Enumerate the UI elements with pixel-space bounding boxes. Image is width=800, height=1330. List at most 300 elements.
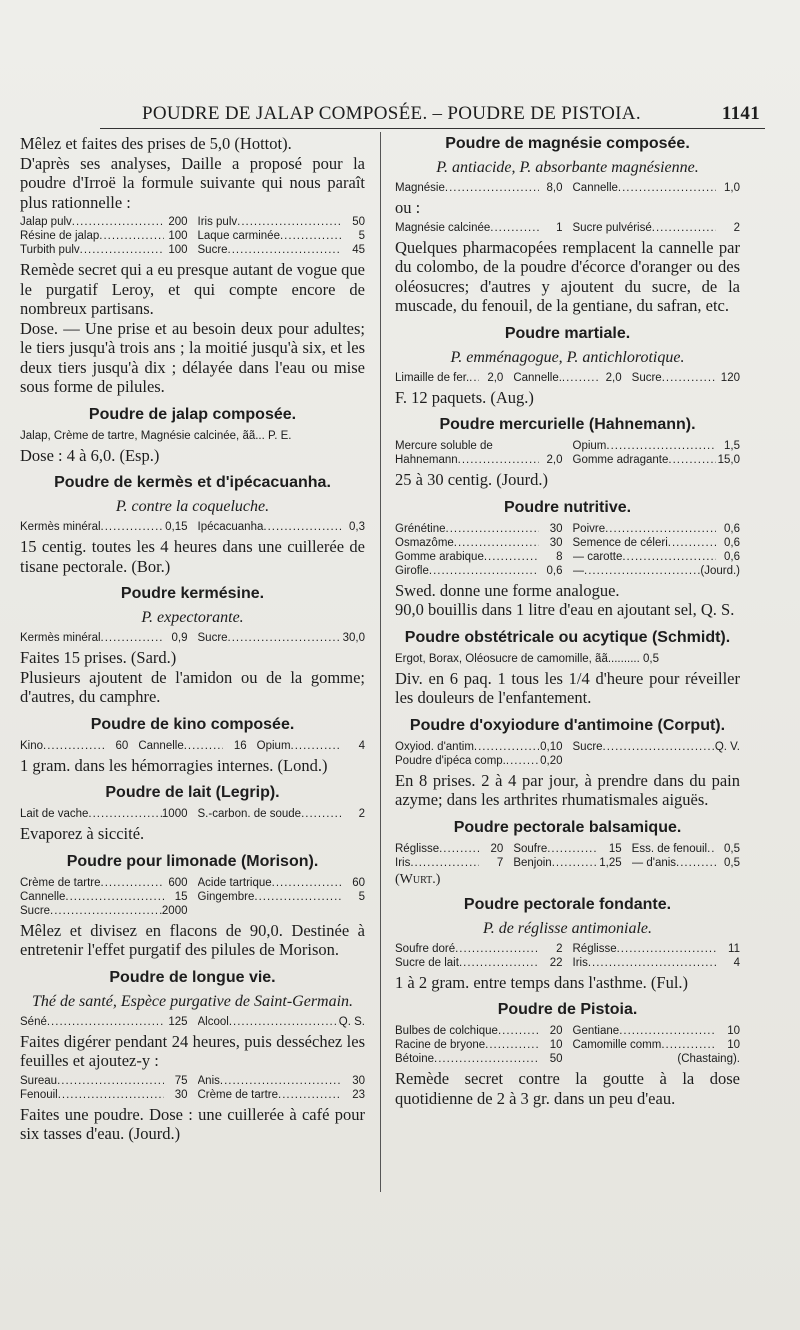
ingredient-quantity: 7 [496, 856, 504, 869]
paragraph: En 8 prises. 2 à 4 par jour, à prendre dans du pain azyme; dans les arthrites rhumatismales aiguës. [395, 770, 740, 809]
formula-row [20, 1074, 365, 1088]
ingredient-quantity: 4 [733, 956, 740, 969]
ingredient-quantity: 15 [608, 842, 622, 855]
formula-table [20, 215, 365, 257]
ingredient-quantity: 2,0 [605, 371, 622, 384]
ingredient-name: Résine de jalap [20, 230, 100, 242]
ingredient-cell [573, 439, 741, 453]
ingredient-quantity: 10 [727, 1025, 740, 1037]
section-title: Poudre nutritive. [503, 498, 632, 516]
ingredient-cell [513, 856, 621, 870]
ingredient-name: Jalap pulv [20, 216, 72, 228]
ingredient-name: Anis [197, 1074, 220, 1087]
paragraph: Swed. donne une forme analogue. [395, 580, 620, 600]
ingredient-name: Cannelle. [513, 371, 562, 384]
ingredient-cell [20, 1088, 188, 1102]
dot-leader [668, 453, 716, 467]
dot-leader [547, 842, 597, 856]
ingredient-cell [395, 942, 563, 956]
dot-leader [57, 1074, 163, 1088]
dose-line: Dose : 4 à 6,0. (Esp.) [20, 445, 160, 465]
column-divider [380, 132, 381, 1192]
dot-leader [506, 754, 539, 768]
ingredient-name: Soufre [513, 842, 548, 855]
ingredient-quantity: 2000 [161, 904, 188, 917]
ingredient-name: Sucre [572, 740, 603, 753]
dot-leader [237, 215, 341, 229]
ingredient-cell [573, 522, 741, 536]
formula-row [20, 243, 365, 257]
ingredient-cell [632, 371, 740, 385]
credit-line: (Wurt.) [395, 871, 441, 887]
ingredient-cell [632, 842, 740, 856]
ingredient-quantity: 1,25 [599, 856, 622, 869]
ingredient-name: Hahnemann [395, 454, 458, 466]
ingredient-quantity: 30 [549, 522, 563, 535]
section-title: Poudre de kino composée. [90, 715, 295, 733]
section-title: Poudre pectorale fondante. [463, 895, 672, 913]
ingredient-name: Racine de bryone [395, 1039, 486, 1051]
formula-row [20, 631, 365, 645]
ingredient-quantity: 10 [727, 1039, 740, 1051]
ingredient-name: Sucre [20, 904, 51, 917]
dot-leader [619, 1024, 716, 1038]
dot-leader [88, 807, 161, 821]
section-title: Poudre de kermès et d'ipécacuanha. [54, 474, 331, 491]
dot-leader [490, 221, 538, 235]
section-title: Poudre martiale. [504, 324, 631, 342]
formula-table [20, 876, 365, 918]
section-subtitle: P. expectorante. [141, 609, 244, 626]
dot-leader [662, 371, 716, 385]
dot-leader [99, 229, 163, 243]
ingredient-cell [198, 520, 366, 534]
dot-leader [43, 739, 104, 753]
ingredient-quantity: Q. V. [714, 740, 740, 753]
dot-leader [101, 876, 164, 890]
ingredient-quantity: 2 [733, 221, 740, 234]
ingredient-quantity: 5 [358, 230, 365, 242]
dot-leader [439, 842, 479, 856]
ingredient-quantity [716, 754, 740, 768]
paragraph: Faites une poudre. Dose : une cuillerée à café pour six tasses d'eau. (Jourd.) [20, 1104, 365, 1143]
section-title: Poudre pectorale balsamique. [453, 818, 682, 836]
ingredient-cell [198, 229, 366, 243]
paragraph: 15 centig. toutes les 4 heures dans une cuillerée de tisane pectorale. (Bor.) [20, 537, 365, 576]
dot-leader [58, 1088, 164, 1102]
ingredient-quantity: 100 [168, 244, 188, 256]
dot-leader [291, 739, 341, 753]
ingredient-name: Magnésie [395, 182, 445, 194]
header-title: POUDRE DE JALAP COMPOSÉE. – POUDRE DE PISTOIA. [142, 103, 641, 124]
dot-leader [676, 856, 716, 870]
ingredient-quantity: 60 [115, 739, 129, 752]
paragraph: Mêlez et divisez en flacons de 90,0. Destinée à entretenir l'effet purgatif des pilules de Morison. [20, 920, 365, 959]
section-subtitle: Thé de santé, Espèce purgative de Saint-Germain. [31, 992, 354, 1010]
ingredient-cell [632, 856, 740, 870]
dot-leader [459, 956, 539, 970]
ingredient-name: Alcool [197, 1015, 229, 1028]
formula-row [20, 1015, 365, 1029]
dot-leader [668, 536, 716, 550]
ingredient-name: Opium [256, 739, 291, 752]
formula-row [20, 904, 365, 918]
ingredient-name: Osmazôme [395, 536, 454, 549]
ingredient-name: Poudre d'ipéca comp. [395, 754, 506, 767]
ingredient-quantity: 200 [168, 216, 188, 228]
formula-line: Ergot, Borax, Oléosucre de camomille, ãã.......... 0,5 [395, 652, 659, 665]
section-title: Poudre kermésine. [120, 585, 265, 602]
ingredient-name: Girofle [395, 564, 429, 577]
ingredient-cell [573, 221, 741, 235]
ingredient-quantity: 4 [358, 739, 365, 752]
ingredient-cell [198, 243, 366, 257]
ingredient-quantity: 60 [352, 876, 365, 889]
ingredient-cell [20, 520, 188, 534]
formula-table [395, 740, 740, 768]
ingredient-cell [395, 181, 563, 195]
ingredient-quantity: 30,0 [342, 632, 365, 644]
ingredient-quantity: 16 [233, 739, 247, 752]
ingredient-name: Turbith pulv [20, 244, 80, 256]
formula-row [395, 842, 740, 856]
dot-leader [228, 243, 341, 257]
dot-leader [280, 229, 341, 243]
ingredient-quantity: 10 [549, 1039, 563, 1051]
ingredient-quantity: 1,0 [724, 182, 740, 194]
paragraph: Quelques pharmacopées remplacent la cannelle par du colombo, de la poudre d'écorce d'oranger ou des oléosucres; d'autres y ajoutent du sucre, de la muscade, du fenouil, de la gentiane, du safran, etc. [395, 237, 740, 315]
ingredient-cell [198, 1074, 366, 1088]
formula-table [20, 1074, 365, 1102]
ingredient-cell [395, 956, 563, 970]
dot-leader [458, 453, 539, 467]
header-rule [100, 128, 765, 129]
ingredient-name: Semence de céleri [572, 536, 668, 549]
ingredient-quantity: 0,5 [723, 842, 740, 855]
ingredient-cell [573, 1024, 741, 1038]
ingredient-quantity: 0,3 [349, 521, 365, 533]
ingredient-name: Fenouil [20, 1088, 58, 1101]
ingredient-cell [20, 807, 188, 821]
formula-row [395, 181, 740, 195]
intro-text: D'après ses analyses, Daille a proposé pour la poudre d'Irroë la formule suivante qui nous paraît plus rationnelle : [20, 153, 365, 212]
ingredient-cell [513, 842, 621, 856]
formula-row [395, 221, 740, 235]
ingredient-name: Iris [572, 956, 588, 969]
ingredient-quantity: 100 [168, 230, 188, 242]
formula-row [395, 956, 740, 970]
dot-leader [80, 243, 164, 257]
ingredient-cell [573, 1038, 741, 1052]
dot-leader [50, 904, 162, 918]
ingredient-cell [395, 371, 503, 385]
ingredient-name: S.-carbon. de soude [197, 808, 302, 820]
formula-row [20, 520, 365, 534]
ingredient-quantity: 8,0 [546, 182, 563, 194]
ingredient-name: Iris pulv [197, 216, 238, 228]
ingredient-quantity: 15 [174, 890, 188, 903]
ingredient-quantity: (Jourd.) [700, 564, 740, 577]
ingredient-name: Sucre [631, 371, 662, 384]
section-title: Poudre pour limonade (Morison). [66, 852, 319, 870]
ingredient-cell [395, 842, 503, 856]
dot-leader [474, 740, 539, 754]
dot-leader [65, 890, 163, 904]
ingredient-cell [573, 536, 741, 550]
ingredient-name: Ess. de fenouil [631, 842, 708, 855]
dot-leader [47, 1015, 164, 1029]
ingredient-cell [198, 1088, 366, 1102]
ingredient-name: Soufre doré [395, 942, 456, 955]
dot-leader [455, 942, 538, 956]
dot-leader [254, 890, 341, 904]
ingredient-quantity: 2 [358, 808, 365, 820]
right-column [395, 134, 740, 1108]
ingredient-name: Bulbes de colchique [395, 1025, 498, 1037]
paragraph: ou : [395, 198, 421, 217]
dot-leader [229, 1015, 339, 1029]
ingredient-name: Kino [20, 739, 44, 752]
ingredient-cell [573, 754, 741, 768]
formula-table [20, 520, 365, 534]
ingredient-quantity: 1 [556, 221, 563, 234]
dot-leader [469, 371, 479, 385]
ingredient-quantity: (Chastaing). [677, 1053, 740, 1065]
dot-leader [410, 856, 479, 870]
ingredient-quantity: 30 [352, 1074, 365, 1087]
ingredient-quantity: 0,10 [540, 740, 563, 753]
formula-row [395, 754, 740, 768]
ingredient-cell [20, 1015, 188, 1029]
ingredient-cell [573, 564, 741, 578]
ingredient-name: — d'anis [631, 856, 677, 869]
dot-leader [605, 522, 716, 536]
ingredient-name: Camomille comm [572, 1039, 662, 1051]
ingredient-quantity: 75 [174, 1074, 188, 1087]
formula-row [395, 740, 740, 754]
section-subtitle: P. antiacide, P. absorbante magnésienne. [436, 159, 699, 176]
ingredient-name: Opium [572, 440, 607, 452]
dot-leader [446, 522, 539, 536]
dot-leader [603, 740, 715, 754]
ingredient-cell [20, 739, 128, 753]
ingredient-cell [198, 215, 366, 229]
formula-row [395, 522, 740, 536]
ingredient-quantity: 125 [168, 1015, 188, 1028]
ingredient-cell [20, 215, 188, 229]
ingredient-quantity: 8 [556, 550, 563, 563]
dot-leader [228, 631, 341, 645]
ingredient-quantity: 45 [352, 244, 365, 256]
ingredient-cell [395, 856, 503, 870]
left-column [20, 134, 365, 1144]
paragraph: Evaporez à siccité. [20, 824, 145, 843]
formula-row [395, 1024, 740, 1038]
dot-leader [661, 1038, 716, 1052]
formula-row [395, 564, 740, 578]
ingredient-name: Kermès minéral [20, 632, 101, 644]
paragraph: 25 à 30 centig. (Jourd.) [395, 470, 549, 489]
formula-row [395, 453, 740, 467]
section-title: Poudre obstétricale ou acytique (Schmidt). [404, 628, 731, 646]
ingredient-name: Crème de tartre [197, 1088, 279, 1101]
ingredient-name: Sucre [197, 244, 228, 256]
formula-row [395, 371, 740, 385]
ingredient-name: Iris [395, 856, 411, 869]
ingredient-quantity [341, 904, 365, 918]
section-title: Poudre de longue vie. [109, 968, 276, 986]
dot-leader [101, 520, 164, 534]
paragraph: Faites 15 prises. (Sard.) [20, 648, 177, 667]
ingredient-name: Bétoine [395, 1053, 435, 1065]
formula-table [395, 522, 740, 578]
dot-leader [272, 876, 341, 890]
ingredient-cell [20, 1074, 188, 1088]
ingredient-quantity: 0,6 [724, 536, 740, 549]
ingredient-name: — carotte [572, 550, 623, 563]
dot-leader [562, 371, 598, 385]
formula-row [395, 1052, 740, 1066]
ingredient-cell [257, 739, 365, 753]
ingredient-cell [198, 904, 366, 918]
ingredient-cell [395, 221, 563, 235]
page-number: 1141 [721, 103, 760, 124]
ingredient-cell [573, 550, 741, 564]
ingredient-cell [198, 807, 366, 821]
paragraph: F. 12 paquets. (Aug.) [395, 387, 534, 407]
ingredient-quantity: 20 [490, 842, 504, 855]
dot-leader [622, 550, 716, 564]
ingredient-name: Benjoin [513, 856, 552, 869]
ingredient-cell [513, 371, 621, 385]
dot-leader [301, 807, 341, 821]
ingredient-cell [573, 942, 741, 956]
section-title: Poudre d'oxyiodure d'antimoine (Corput). [409, 716, 726, 734]
ingredient-name: Gentiane [572, 1025, 620, 1037]
ingredient-cell [395, 1038, 563, 1052]
ingredient-cell [395, 740, 563, 754]
ingredient-name: Ipécacuanha [197, 521, 264, 533]
dot-leader [584, 564, 700, 578]
ingredient-quantity: 0,15 [165, 521, 188, 533]
dot-leader [498, 1024, 539, 1038]
formula-table [20, 631, 365, 645]
formula-row [395, 942, 740, 956]
ingredient-cell [20, 631, 188, 645]
ingredient-cell [395, 453, 563, 467]
dot-leader [606, 439, 716, 453]
formula-table [395, 842, 740, 870]
section-subtitle: P. emménagogue, P. antichlorotique. [450, 348, 685, 366]
formula-row [20, 215, 365, 229]
ingredient-name: Sucre [197, 632, 228, 644]
ingredient-quantity: 50 [549, 1053, 563, 1065]
paragraph: 90,0 bouillis dans 1 litre d'eau en ajoutant sel, Q. S. [395, 600, 735, 619]
ingredient-cell [198, 890, 366, 904]
section-title: Poudre mercurielle (Hahnemann). [439, 416, 696, 433]
ingredient-quantity: 2,0 [546, 454, 563, 466]
ingredient-name: Cannelle [572, 182, 618, 194]
dot-leader [707, 842, 716, 856]
ingredient-cell [20, 229, 188, 243]
ingredient-quantity: 20 [549, 1025, 563, 1037]
formula-row [20, 229, 365, 243]
ingredient-name: Séné [20, 1015, 47, 1028]
formula-line: Jalap, Crème de tartre, Magnésie calcinée, ãã... P. E. [20, 429, 292, 442]
ingredient-cell [573, 1052, 741, 1066]
paragraph: 1 à 2 gram. entre temps dans l'asthme. (Ful.) [395, 972, 689, 992]
section-title: Poudre de Pistoia. [497, 1001, 638, 1018]
ingredient-quantity: 5 [358, 890, 365, 903]
formula-table [395, 439, 740, 467]
ingredient-quantity: 0,5 [723, 856, 740, 869]
ingredient-name: Acide tartrique [197, 876, 272, 889]
ingredient-quantity: 1000 [161, 808, 188, 820]
dot-leader [617, 942, 716, 956]
ingredient-name: Lait de vache [20, 808, 89, 820]
section-title: Poudre de magnésie composée. [445, 135, 690, 152]
paragraph: 1 gram. dans les hémorragies internes. (Lond.) [20, 755, 328, 775]
ingredient-cell [138, 739, 246, 753]
formula-table [20, 739, 365, 753]
ingredient-cell [395, 550, 563, 564]
ingredient-cell [20, 876, 188, 890]
ingredient-quantity: 0,9 [171, 632, 188, 644]
ingredient-name: Cannelle [20, 890, 66, 903]
ingredient-quantity: 30 [174, 1088, 188, 1101]
formula-table [395, 221, 740, 235]
ingredient-quantity: 11 [728, 942, 740, 955]
ingredient-name: Réglisse [572, 942, 617, 955]
ingredient-name: Poivre [572, 522, 606, 535]
formula-row [20, 876, 365, 890]
formula-row [20, 807, 365, 821]
paragraph: Remède secret qui a eu presque autant de vogue que le purgatif Leroy, et qui compte encore de nombreux partisans. [20, 260, 365, 318]
ingredient-quantity: 0,6 [724, 550, 740, 563]
dot-leader [72, 215, 164, 229]
dot-leader [618, 181, 716, 195]
ingredient-name: Réglisse [395, 842, 440, 855]
ingredient-quantity: 2,0 [487, 371, 504, 384]
dot-leader [434, 1052, 538, 1066]
dot-leader [588, 956, 716, 970]
dot-leader [429, 564, 539, 578]
section-title: Poudre de jalap composée. [88, 405, 297, 423]
dot-leader [485, 1038, 538, 1052]
ingredient-quantity: 600 [168, 876, 188, 889]
ingredient-cell [395, 536, 563, 550]
ingredient-cell [573, 956, 741, 970]
section-subtitle: P. de réglisse antimoniale. [482, 919, 653, 937]
formula-table [395, 181, 740, 195]
ingredient-cell [20, 890, 188, 904]
formula-table [20, 1015, 365, 1029]
ingredient-name: — [572, 564, 584, 577]
ingredient-quantity [539, 439, 563, 453]
ingredient-name: Oxyiod. d'antim [395, 740, 474, 753]
dot-leader [652, 221, 716, 235]
ingredient-name: Mercure soluble de [395, 440, 493, 452]
ingredient-name: Limaille de fer. [395, 371, 470, 384]
ingredient-quantity: 23 [352, 1088, 365, 1101]
ingredient-quantity: 0,6 [546, 564, 563, 577]
dot-leader [552, 856, 598, 870]
formula-table [395, 1024, 740, 1066]
dot-leader [101, 631, 164, 645]
ingredient-cell [395, 439, 563, 453]
paragraph: Remède secret contre la goutte à la dose quotidienne de 2 à 3 gr. dans un peu d'eau. [395, 1069, 740, 1108]
ingredient-quantity: 1,5 [724, 440, 740, 452]
